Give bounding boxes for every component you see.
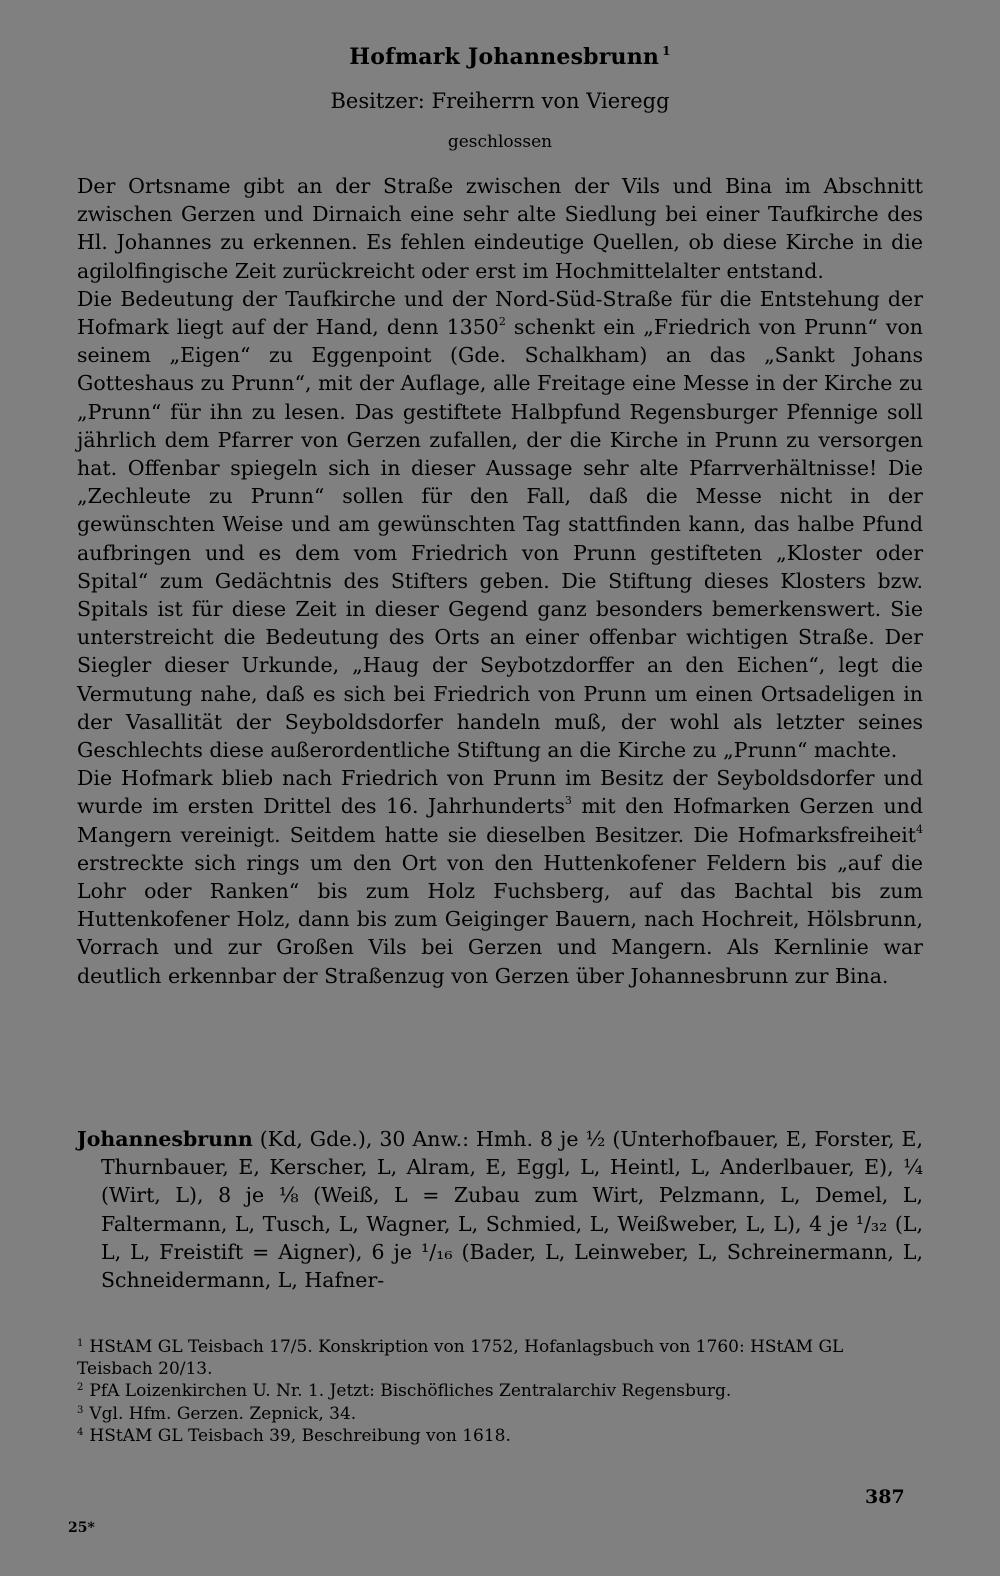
page-number: 387 (865, 1486, 905, 1508)
footnote-item (77, 1380, 923, 1402)
paragraph-text: Der Ortsname gibt an der Straße zwischen der Vils und Bina im Abschnitt zwischen Gerzen und Dirnaich eine sehr alte Siedlung bei einer Taufkirche des Hl. Johannes zu erkennen. Es fehlen eindeutige Quellen, ob diese Kirche in die agilolfingische Zeit zurückreicht oder erst im Hochmittelalter entstand. (77, 174, 923, 283)
page-title (0, 44, 1000, 70)
paragraph-text: Die Hofmark blieb nach Friedrich von Prunn im Besitz der Seyboldsdorfer und wurde im ersten Drittel des 16. Jahrhunderts (77, 766, 923, 819)
status-line: geschlossen (447, 132, 553, 152)
footnote-text: PfA Loizenkirchen U. Nr. 1. Jetzt: Bischöfliches Zentralarchiv Regensburg. (89, 1381, 732, 1402)
paragraph-text: mit den Hofmarken Gerzen und Mangern vereinigt. Seitdem hatte sie dieselben Besitzer. Die Hofmarksfreiheit (77, 794, 923, 847)
footnote-text: HStAM GL Teisbach 17/5. Konskription von 1752, Hofanlagsbuch von 1760: HStAM GL Teisbach 20/13. (77, 1337, 844, 1380)
paragraph-text: erstreckte sich rings um den Ort von den Huttenkofener Feldern bis „auf die Lohr oder Ranken“ bis zum Holz Fuchsberg, auf das Bachtal bis zum Huttenkofener Holz, dann bis zum Geiginger Bauern, nach Hochreit, Hölsbrunn, Vorrach und zur Großen Vils bei Gerzen und Mangern. Als Kernlinie war deutlich erkennbar der Straßenzug von Gerzen über Johannesbrunn zur Bina. (77, 850, 923, 988)
footnote-text: HStAM GL Teisbach 39, Beschreibung von 1618. (89, 1425, 511, 1446)
printer-signature: 25* (68, 1520, 95, 1536)
footnote-mark: 4 (77, 1426, 84, 1438)
main-text (77, 172, 923, 990)
paragraph-1 (77, 172, 923, 285)
paragraph-text: Die Bedeutung der Taufkirche und der Nord-Süd-Straße für die Entstehung der Hofmark liegt auf der Hand, denn 1350 (77, 286, 923, 340)
footnote-text: Vgl. Hfm. Gerzen. Zepnick, 34. (89, 1403, 357, 1424)
paragraph-text: schenkt ein „Friedrich von Prunn“ von seinem „Eigen“ zu Eggenpoint (Gde. Schalkham) an das „Sankt Johans Gotteshaus zu Prunn“, mit der Auflage, alle Freitage eine Messe in der Kirche zu „Prunn“ für ihn zu lesen. Das gestiftete Halbpfund Regensburger Pfennige soll jährlich dem Pfarrer von Gerzen zufallen, der die Kirche in Prunn zu versorgen hat. Offenbar spiegeln sich in dieser Aussage sehr alte Pfarrverhältnisse! Die „Zechleute zu Prunn“ sollen für den Fall, daß die Messe nicht in der gewünschten Weise und am gewünschten Tag stattfinden kann, das halbe Pfund aufbringen und es dem vom Friedrich von Prunn gestifteten „Kloster oder Spital“ zum Gedächtnis des Stifters geben. Die Stiftung dieses Klosters bzw. Spitals ist für diese Zeit in dieser Gegend ganz besonders bemerkenswert. Sie unterstreicht die Bedeutung des Orts an einer offenbar wichtigen Straße. Der Siegler dieser Urkunde, „Haug der Seybotzdorffer an den Eichen“, legt die Vermutung nahe, daß es sich bei Friedrich von Prunn um einen Ortsadeligen in der Vasallität der Seyboldsdorfer handeln muß, der wohl als letzter seines Geschlechts diese außerordentliche Stiftung an die Kirche zu „Prunn“ machte. (77, 315, 924, 763)
title-footnote-ref: 1 (662, 44, 671, 58)
place-name: Johannesbrunn (77, 1127, 253, 1151)
footnote-ref: 3 (564, 794, 572, 808)
footnote-item (77, 1336, 923, 1380)
footnote-item (77, 1403, 923, 1425)
footnotes (77, 1336, 923, 1447)
footnote-mark: 3 (77, 1404, 84, 1416)
owner-line: Besitzer: Freiherrn von Vieregg (330, 89, 670, 113)
paragraph-2 (77, 285, 923, 764)
paragraph-3 (77, 764, 923, 990)
footnote-ref: 4 (916, 822, 923, 836)
place-entry-text: (Kd, Gde.), 30 Anw.: Hmh. 8 je ½ (Unterhofbauer, E, Forster, E, Thurnbauer, E, Kerscher, L, Alram, E, Eggl, L, Heintl, L, Anderlbauer, E), ¼ (Wirt, L), 8 je ⅛ (Weiß, L = Zubau zum Wirt, Pelzmann, L, Demel, L, Faltermann, L, Tusch, L, Wagner, L, Schmied, L, Weißweber, L, L), 4 je ¹/₃₂ (L, L, L, Freistift = Aigner), 6 je ¹/₁₆ (Bader, L, Leinweber, L, Schreinermann, L, Schneidermann, L, Hafner- (101, 1127, 923, 1293)
footnote-mark: 2 (77, 1382, 84, 1394)
place-entry (77, 1125, 923, 1294)
title-text: Hofmark Johannesbrunn (349, 44, 660, 70)
footnote-item (77, 1425, 923, 1447)
footnote-ref: 2 (498, 315, 506, 329)
footnote-mark: 1 (77, 1338, 84, 1349)
